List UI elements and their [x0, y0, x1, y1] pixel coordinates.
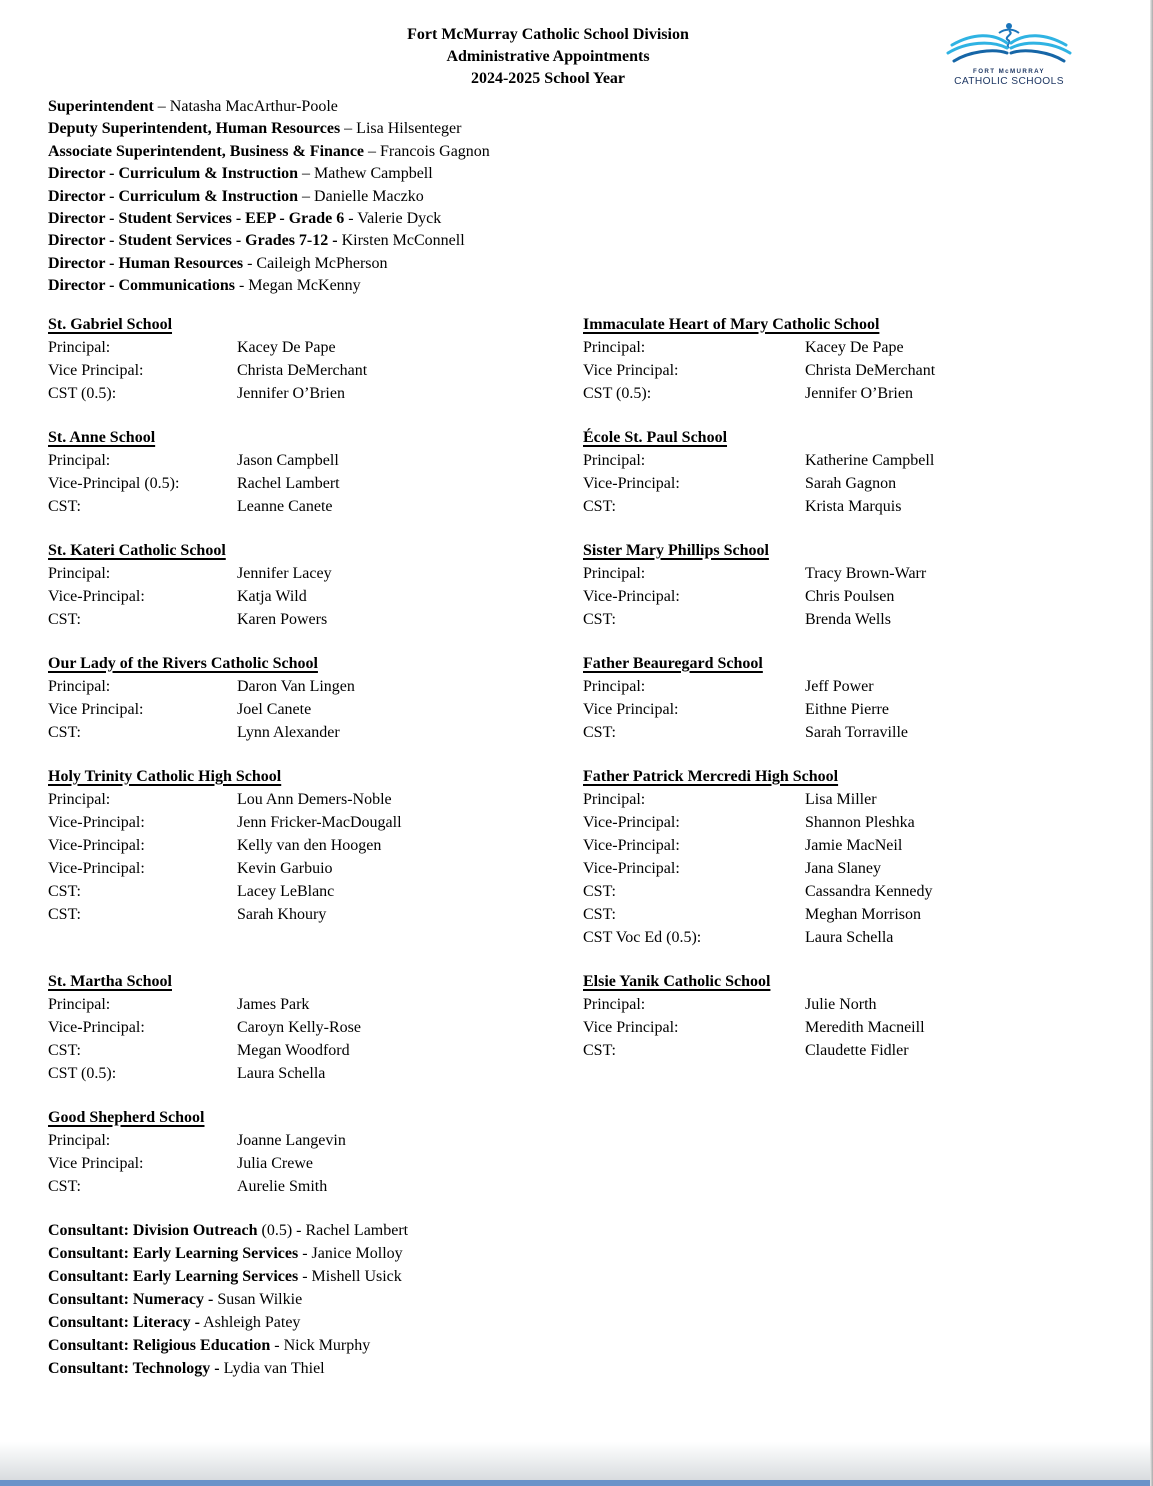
staff-role-row	[583, 721, 1113, 744]
staff-role-row	[48, 1152, 583, 1175]
role-label: Principal:	[48, 564, 111, 582]
school-pair-row	[48, 539, 1113, 631]
staff-role-row	[48, 880, 583, 903]
role-label: CST (0.5):	[48, 384, 117, 402]
staff-name: Kirsten McConnell	[337, 232, 465, 250]
staff-role-row	[48, 382, 583, 405]
staff-member-name: Aurelie Smith	[237, 1177, 328, 1195]
staff-role-row	[583, 495, 1113, 518]
staff-member-name: Shannon Pleshka	[805, 813, 915, 831]
staff-name: - Valerie Dyck	[344, 210, 442, 228]
document-header	[48, 24, 1048, 90]
role-label: Principal:	[48, 790, 111, 808]
role-label: Principal:	[583, 451, 646, 469]
staff-role-row	[48, 721, 583, 744]
school-section	[583, 765, 1113, 949]
consultant-role: Consultant: Religious Education	[48, 1336, 271, 1354]
staff-name: – Natasha MacArthur-Poole	[153, 98, 338, 115]
school-section	[48, 970, 583, 1085]
staff-member-name: Julia Crewe	[237, 1154, 313, 1172]
role-label: Principal:	[583, 790, 646, 808]
staff-role-row	[583, 903, 1113, 926]
school-column-cell	[583, 652, 1113, 744]
staff-member-name: Lou Ann Demers-Noble	[237, 790, 392, 808]
staff-member-name: Daron Van Lingen	[237, 677, 355, 695]
staff-line	[48, 118, 1113, 140]
staff-name: – Danielle Maczko	[298, 187, 424, 205]
school-pair-row	[48, 652, 1113, 744]
staff-member-name: Jeff Power	[805, 677, 874, 695]
staff-member-name: Meredith Macneill	[805, 1018, 925, 1036]
school-column-cell	[583, 765, 1113, 949]
staff-role-row	[48, 336, 583, 359]
staff-member-name: Jennifer O’Brien	[805, 384, 913, 402]
role-label: Vice-Principal:	[583, 587, 680, 605]
staff-role-row	[583, 562, 1113, 585]
staff-role-row	[48, 993, 583, 1016]
consultant-line	[48, 1219, 1113, 1242]
staff-line	[48, 163, 1113, 185]
staff-role-row	[48, 495, 583, 518]
consultant-role: Consultant: Technology -	[48, 1359, 220, 1377]
division-staff-list	[48, 96, 1113, 298]
school-name: École St. Paul School	[583, 428, 728, 446]
staff-member-name: Leanne Canete	[237, 497, 333, 515]
staff-role: Superintendent	[48, 98, 154, 115]
staff-role-row	[583, 993, 1113, 1016]
consultant-name: - Janice Molloy	[298, 1244, 403, 1262]
staff-role-row	[583, 359, 1113, 382]
school-column-cell	[583, 1106, 1113, 1198]
staff-member-name: Krista Marquis	[805, 497, 902, 515]
school-column-cell	[48, 539, 583, 631]
school-name: Father Patrick Mercredi High School	[583, 767, 839, 785]
staff-line	[48, 141, 1113, 163]
consultants-list	[48, 1219, 1113, 1380]
school-pair-row	[48, 970, 1113, 1085]
role-label: CST:	[48, 610, 81, 628]
page-bottom-shadow	[0, 1442, 1153, 1480]
role-label: CST:	[48, 723, 81, 741]
staff-role-row	[583, 585, 1113, 608]
school-name: Immaculate Heart of Mary Catholic School	[583, 315, 880, 333]
staff-role-row	[48, 562, 583, 585]
consultant-name: Lydia van Thiel	[219, 1359, 325, 1377]
staff-role: Director - Student Services - Grades 7-12 -	[48, 232, 338, 250]
schools-grid	[48, 313, 1113, 1198]
staff-member-name: Megan Woodford	[237, 1041, 350, 1059]
staff-role-row	[48, 449, 583, 472]
staff-role-row	[583, 382, 1113, 405]
staff-member-name: Jennifer O’Brien	[237, 384, 345, 402]
staff-member-name: Katherine Campbell	[805, 451, 935, 469]
catholic-schools-logo-icon	[945, 20, 1073, 90]
staff-member-name: Jamie MacNeil	[805, 836, 903, 854]
staff-role-row	[48, 1175, 583, 1198]
bottom-bar	[0, 1480, 1153, 1486]
staff-line	[48, 253, 1113, 275]
staff-member-name: Kacey De Pape	[805, 338, 904, 356]
staff-role: Director - Curriculum & Instruction	[48, 187, 299, 205]
school-pair-row	[48, 426, 1113, 518]
school-name: Holy Trinity Catholic High School	[48, 767, 282, 785]
school-name: St. Martha School	[48, 972, 172, 990]
staff-member-name: Lacey LeBlanc	[237, 882, 335, 900]
staff-line	[48, 96, 1113, 118]
role-label: CST:	[583, 1041, 616, 1059]
staff-role-row	[583, 1016, 1113, 1039]
staff-line	[48, 230, 1113, 252]
school-name: Our Lady of the Rivers Catholic School	[48, 654, 318, 672]
role-label: Vice-Principal (0.5):	[48, 474, 180, 492]
role-label: CST:	[48, 905, 81, 923]
school-section	[48, 539, 583, 631]
consultant-name: (0.5) - Rachel Lambert	[257, 1221, 409, 1239]
role-label: Vice Principal:	[48, 700, 144, 718]
school-section	[48, 1106, 583, 1198]
school-name: Good Shepherd School	[48, 1108, 205, 1126]
staff-name: - Megan McKenny	[234, 277, 361, 295]
role-label: Vice Principal:	[583, 1018, 679, 1036]
staff-member-name: Meghan Morrison	[805, 905, 921, 923]
staff-role-row	[48, 1016, 583, 1039]
school-column-cell	[48, 970, 583, 1085]
staff-member-name: Christa DeMerchant	[237, 361, 368, 379]
school-column-cell	[583, 970, 1113, 1085]
role-label: Vice-Principal:	[48, 587, 145, 605]
staff-member-name: Eithne Pierre	[805, 700, 889, 718]
role-label: CST (0.5):	[48, 1064, 117, 1082]
role-label: CST:	[583, 497, 616, 515]
staff-role-row	[583, 857, 1113, 880]
staff-role: Director - Communications	[48, 277, 235, 295]
staff-role-row	[583, 472, 1113, 495]
staff-role-row	[48, 472, 583, 495]
staff-role-row	[48, 1039, 583, 1062]
staff-role-row	[48, 1062, 583, 1085]
staff-role-row	[583, 608, 1113, 631]
staff-member-name: Sarah Khoury	[237, 905, 327, 923]
staff-role: Director - Student Services - EEP - Grade 6	[48, 210, 345, 228]
school-section	[583, 313, 1113, 405]
staff-member-name: Cassandra Kennedy	[805, 882, 933, 900]
staff-member-name: Sarah Torraville	[805, 723, 908, 741]
school-pair-row	[48, 1106, 1113, 1198]
consultant-line	[48, 1265, 1113, 1288]
document-subtitle: Administrative Appointments	[446, 48, 650, 65]
staff-role-row	[583, 336, 1113, 359]
staff-member-name: Christa DeMerchant	[805, 361, 936, 379]
staff-member-name: Karen Powers	[237, 610, 328, 628]
school-section	[583, 970, 1113, 1062]
staff-role-row	[583, 1039, 1113, 1062]
school-column-cell	[583, 426, 1113, 518]
consultant-role: Consultant: Numeracy -	[48, 1290, 214, 1308]
role-label: CST:	[48, 497, 81, 515]
fmcsd-logo	[945, 20, 1073, 90]
staff-name: - Caileigh McPherson	[243, 254, 388, 272]
role-label: CST:	[48, 882, 81, 900]
role-label: CST (0.5):	[583, 384, 652, 402]
school-section	[48, 652, 583, 744]
staff-member-name: Jennifer Lacey	[237, 564, 332, 582]
logo-text-line1: FORT McMURRAY	[973, 68, 1045, 75]
staff-role-row	[48, 788, 583, 811]
role-label: CST:	[583, 610, 616, 628]
school-section	[48, 426, 583, 518]
staff-member-name: Caroyn Kelly-Rose	[237, 1018, 361, 1036]
role-label: CST:	[583, 905, 616, 923]
staff-member-name: Tracy Brown-Warr	[805, 564, 927, 582]
staff-role-row	[583, 834, 1113, 857]
school-column-cell	[48, 652, 583, 744]
staff-role-row	[583, 811, 1113, 834]
consultant-name: Ashleigh Patey	[199, 1313, 301, 1331]
staff-member-name: Brenda Wells	[805, 610, 891, 628]
role-label: Vice-Principal:	[48, 813, 145, 831]
role-label: Vice Principal:	[583, 700, 679, 718]
consultant-role: Consultant: Literacy -	[48, 1313, 200, 1331]
school-name: St. Kateri Catholic School	[48, 541, 226, 559]
school-name: Sister Mary Phillips School	[583, 541, 769, 559]
role-label: CST:	[48, 1177, 81, 1195]
school-name: St. Gabriel School	[48, 315, 173, 333]
staff-role-row	[48, 698, 583, 721]
consultant-line	[48, 1288, 1113, 1311]
school-column-cell	[583, 313, 1113, 405]
staff-role-row	[583, 788, 1113, 811]
staff-member-name: Katja Wild	[237, 587, 307, 605]
school-pair-row	[48, 313, 1113, 405]
staff-role-row	[583, 926, 1113, 949]
school-name: Father Beauregard School	[583, 654, 763, 672]
role-label: Vice-Principal:	[583, 859, 680, 877]
staff-member-name: Lynn Alexander	[237, 723, 340, 741]
staff-role-row	[48, 359, 583, 382]
staff-role-row	[583, 880, 1113, 903]
role-label: Vice-Principal:	[48, 836, 145, 854]
consultant-role: Consultant: Early Learning Services	[48, 1267, 299, 1285]
staff-member-name: Jason Campbell	[237, 451, 339, 469]
role-label: Vice-Principal:	[583, 813, 680, 831]
staff-role: Director - Human Resources	[48, 254, 244, 272]
school-column-cell	[583, 539, 1113, 631]
logo-text-line2: CATHOLIC SCHOOLS	[954, 76, 1064, 87]
staff-role-row	[583, 449, 1113, 472]
staff-role-row	[48, 834, 583, 857]
school-column-cell	[48, 313, 583, 405]
staff-name: – Lisa Hilsenteger	[340, 120, 462, 138]
consultant-name: Susan Wilkie	[213, 1290, 303, 1308]
role-label: Vice-Principal:	[48, 1018, 145, 1036]
role-label: Vice-Principal:	[48, 859, 145, 877]
staff-role-row	[583, 698, 1113, 721]
consultant-name: - Nick Murphy	[270, 1336, 371, 1354]
staff-role: Deputy Superintendent, Human Resources	[48, 120, 341, 138]
staff-member-name: Lisa Miller	[805, 790, 877, 808]
staff-member-name: Kelly van den Hoogen	[237, 836, 382, 854]
role-label: Principal:	[48, 338, 111, 356]
school-name: St. Anne School	[48, 428, 156, 446]
consultant-line	[48, 1311, 1113, 1334]
staff-line	[48, 275, 1113, 297]
role-label: Vice Principal:	[48, 361, 144, 379]
role-label: CST Voc Ed (0.5):	[583, 928, 702, 946]
staff-role-row	[583, 675, 1113, 698]
role-label: Vice-Principal:	[583, 474, 680, 492]
role-label: CST:	[583, 882, 616, 900]
role-label: CST:	[583, 723, 616, 741]
staff-member-name: Joanne Langevin	[237, 1131, 346, 1149]
staff-member-name: Kevin Garbuio	[237, 859, 333, 877]
role-label: Principal:	[48, 1131, 111, 1149]
staff-role: Associate Superintendent, Business & Finance	[48, 142, 365, 160]
role-label: Vice Principal:	[583, 361, 679, 379]
school-pair-row	[48, 765, 1113, 949]
role-label: Principal:	[583, 677, 646, 695]
staff-role-row	[48, 608, 583, 631]
role-label: Vice Principal:	[48, 1154, 144, 1172]
school-column-cell	[48, 426, 583, 518]
staff-role-row	[48, 1129, 583, 1152]
role-label: CST:	[48, 1041, 81, 1059]
staff-member-name: James Park	[237, 995, 310, 1013]
staff-name: – Mathew Campbell	[298, 165, 433, 183]
consultant-role: Consultant: Division Outreach	[48, 1221, 258, 1239]
consultant-role: Consultant: Early Learning Services	[48, 1244, 299, 1262]
staff-member-name: Sarah Gagnon	[805, 474, 897, 492]
staff-role: Director - Curriculum & Instruction	[48, 165, 299, 183]
consultant-name: - Mishell Usick	[298, 1267, 402, 1285]
school-section	[583, 426, 1113, 518]
school-name: Elsie Yanik Catholic School	[583, 972, 771, 990]
school-column-cell	[48, 765, 583, 949]
consultant-line	[48, 1242, 1113, 1265]
staff-member-name: Laura Schella	[805, 928, 894, 946]
role-label: Principal:	[48, 677, 111, 695]
school-column-cell	[48, 1106, 583, 1198]
school-section	[48, 765, 583, 926]
role-label: Vice-Principal:	[583, 836, 680, 854]
role-label: Principal:	[583, 338, 646, 356]
staff-member-name: Jana Slaney	[805, 859, 881, 877]
staff-name: – Francois Gagnon	[364, 142, 490, 160]
consultant-line	[48, 1334, 1113, 1357]
staff-role-row	[48, 811, 583, 834]
consultant-line	[48, 1357, 1113, 1380]
school-section	[583, 652, 1113, 744]
school-year: 2024-2025 School Year	[470, 70, 626, 87]
staff-member-name: Laura Schella	[237, 1064, 326, 1082]
staff-line	[48, 208, 1113, 230]
staff-role-row	[48, 675, 583, 698]
staff-role-row	[48, 857, 583, 880]
staff-role-row	[48, 585, 583, 608]
role-label: Principal:	[48, 995, 111, 1013]
role-label: Principal:	[583, 564, 646, 582]
staff-member-name: Chris Poulsen	[805, 587, 895, 605]
document-title: Fort McMurray Catholic School Division	[407, 26, 689, 43]
staff-role-row	[48, 903, 583, 926]
staff-member-name: Rachel Lambert	[237, 474, 340, 492]
staff-line	[48, 186, 1113, 208]
staff-member-name: Joel Canete	[237, 700, 312, 718]
school-section	[583, 539, 1113, 631]
role-label: Principal:	[48, 451, 111, 469]
staff-member-name: Julie North	[805, 995, 877, 1013]
staff-member-name: Claudette Fidler	[805, 1041, 909, 1059]
school-section	[48, 313, 583, 405]
staff-member-name: Jenn Fricker-MacDougall	[237, 813, 402, 831]
staff-member-name: Kacey De Pape	[237, 338, 336, 356]
role-label: Principal:	[583, 995, 646, 1013]
